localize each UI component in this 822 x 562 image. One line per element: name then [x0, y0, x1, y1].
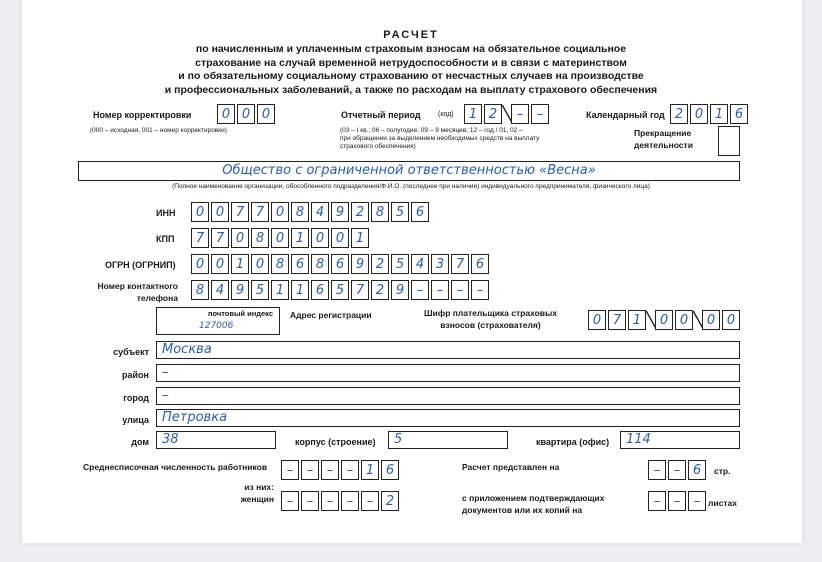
- women-label-line: из них:: [244, 482, 274, 492]
- digit-cell[interactable]: –: [648, 491, 666, 511]
- digit-cell[interactable]: –: [281, 491, 299, 511]
- period-note-line: страхового обеспечения): [340, 143, 416, 150]
- employees-cells[interactable]: [281, 460, 401, 480]
- termination-label-line: Прекращение: [634, 128, 692, 138]
- postal-code-label: почтовый индекс: [207, 309, 273, 318]
- period-note-line: при обращении за выделением необходимых средств на выплату: [340, 135, 540, 142]
- digit-cell[interactable]: –: [688, 491, 706, 511]
- digit-cell[interactable]: 0: [271, 228, 289, 248]
- digit-cell[interactable]: 4: [311, 202, 329, 222]
- insurer-cipher-cells[interactable]: [588, 310, 742, 330]
- kpp-label: КПП: [156, 234, 175, 244]
- postal-code-value: 127006: [199, 321, 234, 331]
- digit-cell[interactable]: 1: [291, 280, 309, 300]
- digit-cell[interactable]: –: [301, 491, 319, 511]
- inn-label: ИНН: [156, 208, 176, 218]
- digit-cell[interactable]: 7: [191, 228, 209, 248]
- digit-cell[interactable]: 0: [588, 310, 606, 330]
- phone-label-line: телефона: [136, 293, 178, 303]
- digit-cell[interactable]: –: [431, 280, 449, 300]
- form-title: РАСЧЕТ: [383, 29, 439, 41]
- digit-cell[interactable]: 2: [670, 104, 688, 124]
- digit-cell[interactable]: 1: [231, 254, 249, 274]
- digit-cell[interactable]: –: [471, 280, 489, 300]
- digit-cell[interactable]: –: [281, 460, 299, 480]
- termination-checkbox[interactable]: [718, 126, 740, 156]
- digit-cell[interactable]: 1: [361, 460, 379, 480]
- digit-cell[interactable]: 9: [331, 202, 349, 222]
- digit-cell[interactable]: 6: [331, 254, 349, 274]
- attachments-label-line: документов или их копий на: [462, 505, 583, 515]
- phone-label-line: Номер контактного: [97, 281, 178, 291]
- digit-cell[interactable]: 8: [251, 228, 269, 248]
- digit-cell[interactable]: –: [301, 460, 319, 480]
- digit-cell[interactable]: –: [531, 104, 549, 124]
- digit-cell[interactable]: –: [411, 280, 429, 300]
- digit-cell[interactable]: –: [511, 104, 529, 124]
- digit-cell[interactable]: 4: [411, 254, 429, 274]
- digit-cell[interactable]: 0: [655, 310, 673, 330]
- digit-cell[interactable]: 8: [271, 254, 289, 274]
- subtitle-line: по начисленным и уплаченным страховым взносам на обязательное социальное: [195, 43, 627, 55]
- subject-label: субъект: [113, 347, 149, 357]
- year-label: Календарный год: [586, 110, 665, 120]
- subtitle-line: и профессиональных заболеваний, а также по расходам на выплату страхового обеспечения: [164, 83, 658, 96]
- city-field[interactable]: –: [156, 387, 740, 405]
- digit-cell[interactable]: 5: [251, 280, 269, 300]
- digit-cell[interactable]: –: [341, 460, 359, 480]
- digit-cell[interactable]: 0: [191, 254, 209, 274]
- digit-cell[interactable]: 8: [291, 202, 309, 222]
- digit-cell[interactable]: 1: [464, 104, 482, 124]
- digit-cell[interactable]: –: [648, 460, 666, 480]
- subtitle-line: и по обязательному социальному страхованию от несчастных случаев на производстве: [178, 70, 644, 82]
- digit-cell[interactable]: 6: [411, 202, 429, 222]
- digit-cell[interactable]: 0: [191, 202, 209, 222]
- digit-cell[interactable]: 9: [391, 280, 409, 300]
- women-cells[interactable]: [281, 491, 401, 511]
- digit-cell[interactable]: 2: [381, 491, 399, 511]
- phone-cells[interactable]: [191, 280, 491, 300]
- digit-cell[interactable]: –: [341, 491, 359, 511]
- kpp-cells[interactable]: [191, 228, 371, 248]
- digit-cell[interactable]: 4: [211, 280, 229, 300]
- digit-cell[interactable]: –: [361, 491, 379, 511]
- building-label: корпус (строение): [295, 437, 376, 447]
- digit-cell[interactable]: 1: [271, 280, 289, 300]
- digit-cell[interactable]: 7: [608, 310, 626, 330]
- correction-label: Номер корректировки: [93, 110, 192, 120]
- digit-cell[interactable]: 6: [311, 280, 329, 300]
- digit-cell[interactable]: 2: [484, 104, 502, 124]
- digit-cell[interactable]: 0: [722, 310, 740, 330]
- subtitle-line: страхование на случай временной нетрудоспособности и в связи с материнством: [195, 56, 627, 69]
- organization-name-field[interactable]: Общество с ограниченной ответственностью «Весна»: [78, 161, 740, 181]
- insurer-cipher-label: [424, 307, 557, 331]
- digit-cell[interactable]: 6: [381, 460, 399, 480]
- digit-cell[interactable]: –: [668, 491, 686, 511]
- digit-cell[interactable]: 1: [628, 310, 646, 330]
- building-field[interactable]: 5: [388, 431, 508, 449]
- digit-cell[interactable]: 0: [251, 254, 269, 274]
- pages-cells[interactable]: [648, 460, 708, 480]
- digit-cell[interactable]: 9: [351, 254, 369, 274]
- digit-cell[interactable]: 5: [391, 202, 409, 222]
- attachments-label: [462, 492, 605, 516]
- pages-label: Расчет представлен на: [462, 462, 560, 472]
- digit-cell[interactable]: –: [668, 460, 686, 480]
- digit-cell[interactable]: 0: [257, 104, 275, 124]
- digit-cell[interactable]: 0: [331, 228, 349, 248]
- phone-label: [92, 280, 178, 304]
- digit-cell[interactable]: 1: [351, 228, 369, 248]
- digit-cell[interactable]: 8: [371, 202, 389, 222]
- period-code-label: (код): [438, 111, 454, 118]
- organization-caption: (Полное наименование организации, обособленного подразделения/Ф.И.О. (последнее при наличии) индивидуального предпринимателя, физического лица): [172, 183, 650, 190]
- termination-label-line: деятельности: [634, 140, 693, 150]
- digit-cell[interactable]: –: [451, 280, 469, 300]
- pages-unit: стр.: [714, 466, 731, 476]
- district-field[interactable]: –: [156, 364, 740, 382]
- digit-cell[interactable]: 1: [291, 228, 309, 248]
- registration-address-label: Адрес регистрации: [290, 310, 372, 320]
- digit-cell[interactable]: 9: [231, 280, 249, 300]
- digit-cell[interactable]: 0: [211, 254, 229, 274]
- digit-cell[interactable]: 0: [217, 104, 235, 124]
- insurer-cipher-label-line: Шифр плательщика страховых: [424, 308, 558, 318]
- year-cells[interactable]: [670, 104, 750, 124]
- digit-cell[interactable]: 5: [331, 280, 349, 300]
- slash-separator: [648, 310, 655, 330]
- form-subtitle: [0, 43, 822, 97]
- inn-cells[interactable]: [191, 202, 431, 222]
- digit-cell[interactable]: 3: [431, 254, 449, 274]
- digit-cell[interactable]: 0: [702, 310, 720, 330]
- digit-cell[interactable]: 0: [231, 228, 249, 248]
- subject-field[interactable]: Москва: [156, 341, 740, 359]
- digit-cell[interactable]: 2: [351, 202, 369, 222]
- district-label: район: [122, 370, 149, 380]
- digit-cell[interactable]: 6: [730, 104, 748, 124]
- period-note-line: (03 – I кв.; 06 – полугодие; 09 – 9 месяцев; 12 – год / 01, 02 –: [340, 127, 523, 134]
- apartment-label: квартира (офис): [536, 437, 610, 447]
- digit-cell[interactable]: 6: [471, 254, 489, 274]
- digit-cell[interactable]: 7: [211, 228, 229, 248]
- slash-separator: [695, 310, 702, 330]
- house-label: дом: [131, 437, 149, 447]
- insurer-cipher-label-line: взносов (страхователя): [440, 320, 541, 330]
- correction-note: (000 – исходная, 001 – номер корректировки): [90, 127, 227, 134]
- digit-cell[interactable]: 6: [688, 460, 706, 480]
- ogrn-cells[interactable]: [191, 254, 491, 274]
- attachments-unit: листах: [708, 498, 737, 508]
- digit-cell[interactable]: 5: [391, 254, 409, 274]
- ogrn-label: ОГРН (ОГРНИП): [105, 260, 176, 270]
- digit-cell[interactable]: 0: [237, 104, 255, 124]
- digit-cell[interactable]: 7: [231, 202, 249, 222]
- postal-code-box[interactable]: [156, 307, 280, 335]
- digit-cell[interactable]: 0: [211, 202, 229, 222]
- termination-label: [634, 127, 693, 151]
- attachments-label-line: с приложением подтверждающих: [462, 493, 605, 503]
- digit-cell[interactable]: 7: [451, 254, 469, 274]
- attachments-cells[interactable]: [648, 491, 708, 511]
- women-label: [200, 481, 274, 505]
- period-note: [340, 127, 539, 151]
- digit-cell[interactable]: 8: [191, 280, 209, 300]
- city-label: город: [123, 393, 149, 403]
- digit-cell[interactable]: 7: [251, 202, 269, 222]
- employees-label: Среднесписочная численность работников: [83, 462, 268, 472]
- correction-number-cells[interactable]: [217, 104, 277, 124]
- street-field[interactable]: Петровка: [156, 409, 740, 427]
- digit-cell[interactable]: 0: [675, 310, 693, 330]
- digit-cell[interactable]: 7: [351, 280, 369, 300]
- house-field[interactable]: 38: [156, 431, 276, 449]
- street-label: улица: [122, 415, 149, 425]
- digit-cell[interactable]: 0: [271, 202, 289, 222]
- digit-cell[interactable]: 0: [311, 228, 329, 248]
- digit-cell[interactable]: 2: [371, 280, 389, 300]
- digit-cell[interactable]: 2: [371, 254, 389, 274]
- digit-cell[interactable]: 1: [710, 104, 728, 124]
- digit-cell[interactable]: 8: [311, 254, 329, 274]
- period-label: Отчетный период: [341, 110, 421, 120]
- digit-cell[interactable]: 6: [291, 254, 309, 274]
- apartment-field[interactable]: 114: [620, 431, 740, 449]
- digit-cell[interactable]: 0: [690, 104, 708, 124]
- digit-cell[interactable]: –: [321, 491, 339, 511]
- digit-cell[interactable]: –: [321, 460, 339, 480]
- slash-separator: [504, 104, 511, 124]
- period-code-cells[interactable]: [464, 104, 551, 124]
- women-label-line: женщин: [240, 494, 274, 504]
